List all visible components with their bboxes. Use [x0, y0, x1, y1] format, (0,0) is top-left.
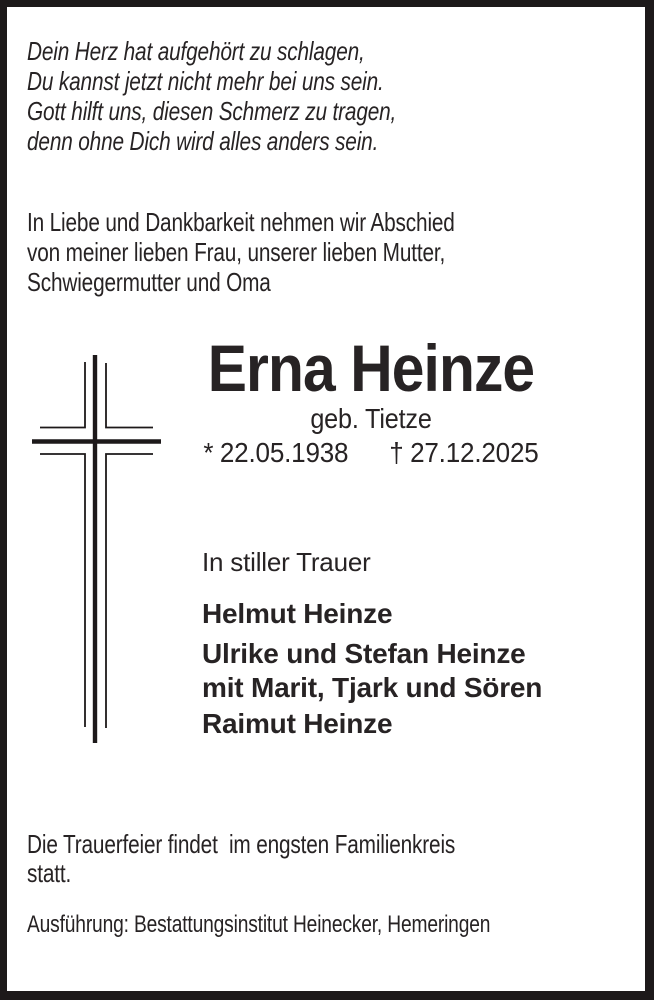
mourner-name: mit Marit, Tjark und Sören [202, 672, 543, 703]
ceremony-line-1: Die Trauerfeier findet im engsten Familienkreis [27, 829, 456, 859]
poem-line-2: Du kannst jetzt nicht mehr bei uns sein. [27, 66, 384, 96]
mourner-name: Helmut Heinze [202, 598, 393, 629]
mourners-list [202, 597, 542, 741]
mourning-heading: In stiller Trauer [202, 547, 371, 577]
farewell-line-1: In Liebe und Dankbarkeit nehmen wir Abschied [27, 207, 455, 237]
ceremony-line-2: statt. [27, 858, 72, 888]
deceased-name: Erna Heinze [207, 331, 535, 405]
undertaker-info [27, 911, 606, 939]
mourner-name: Ulrike und Stefan Heinze [202, 638, 526, 669]
farewell-line-3: Schwiegermutter und Oma [27, 267, 271, 297]
maiden-name: geb. Tietze [310, 403, 432, 434]
deceased-block [165, 331, 577, 470]
undertaker-line: Ausführung: Bestattungsinstitut Heinecker, Hemeringen [27, 911, 491, 938]
memorial-cross-icon [30, 350, 165, 750]
poem-line-1: Dein Herz hat aufgehört zu schlagen, [27, 36, 365, 66]
mourner-entry [202, 597, 542, 631]
birth-date [203, 436, 348, 470]
farewell-line-2: von meiner lieben Frau, unserer lieben Mutter, [27, 237, 446, 267]
death-dagger-symbol: † [389, 437, 404, 468]
poem-line-4: denn ohne Dich wird alles anders sein. [27, 126, 379, 156]
memorial-poem [27, 36, 488, 156]
birth-star-symbol: * [203, 437, 214, 468]
farewell-text [27, 207, 562, 297]
mourner-entry [202, 707, 542, 741]
ceremony-info [27, 830, 562, 888]
birth-date-value: 22.05.1938 [219, 437, 349, 468]
death-date [389, 436, 538, 470]
mourner-name: Raimut Heinze [202, 708, 393, 739]
death-date-value: 27.12.2025 [410, 437, 539, 468]
mourner-entry [202, 637, 542, 705]
poem-line-3: Gott hilft uns, diesen Schmerz zu tragen, [27, 96, 397, 126]
life-dates [179, 436, 562, 470]
